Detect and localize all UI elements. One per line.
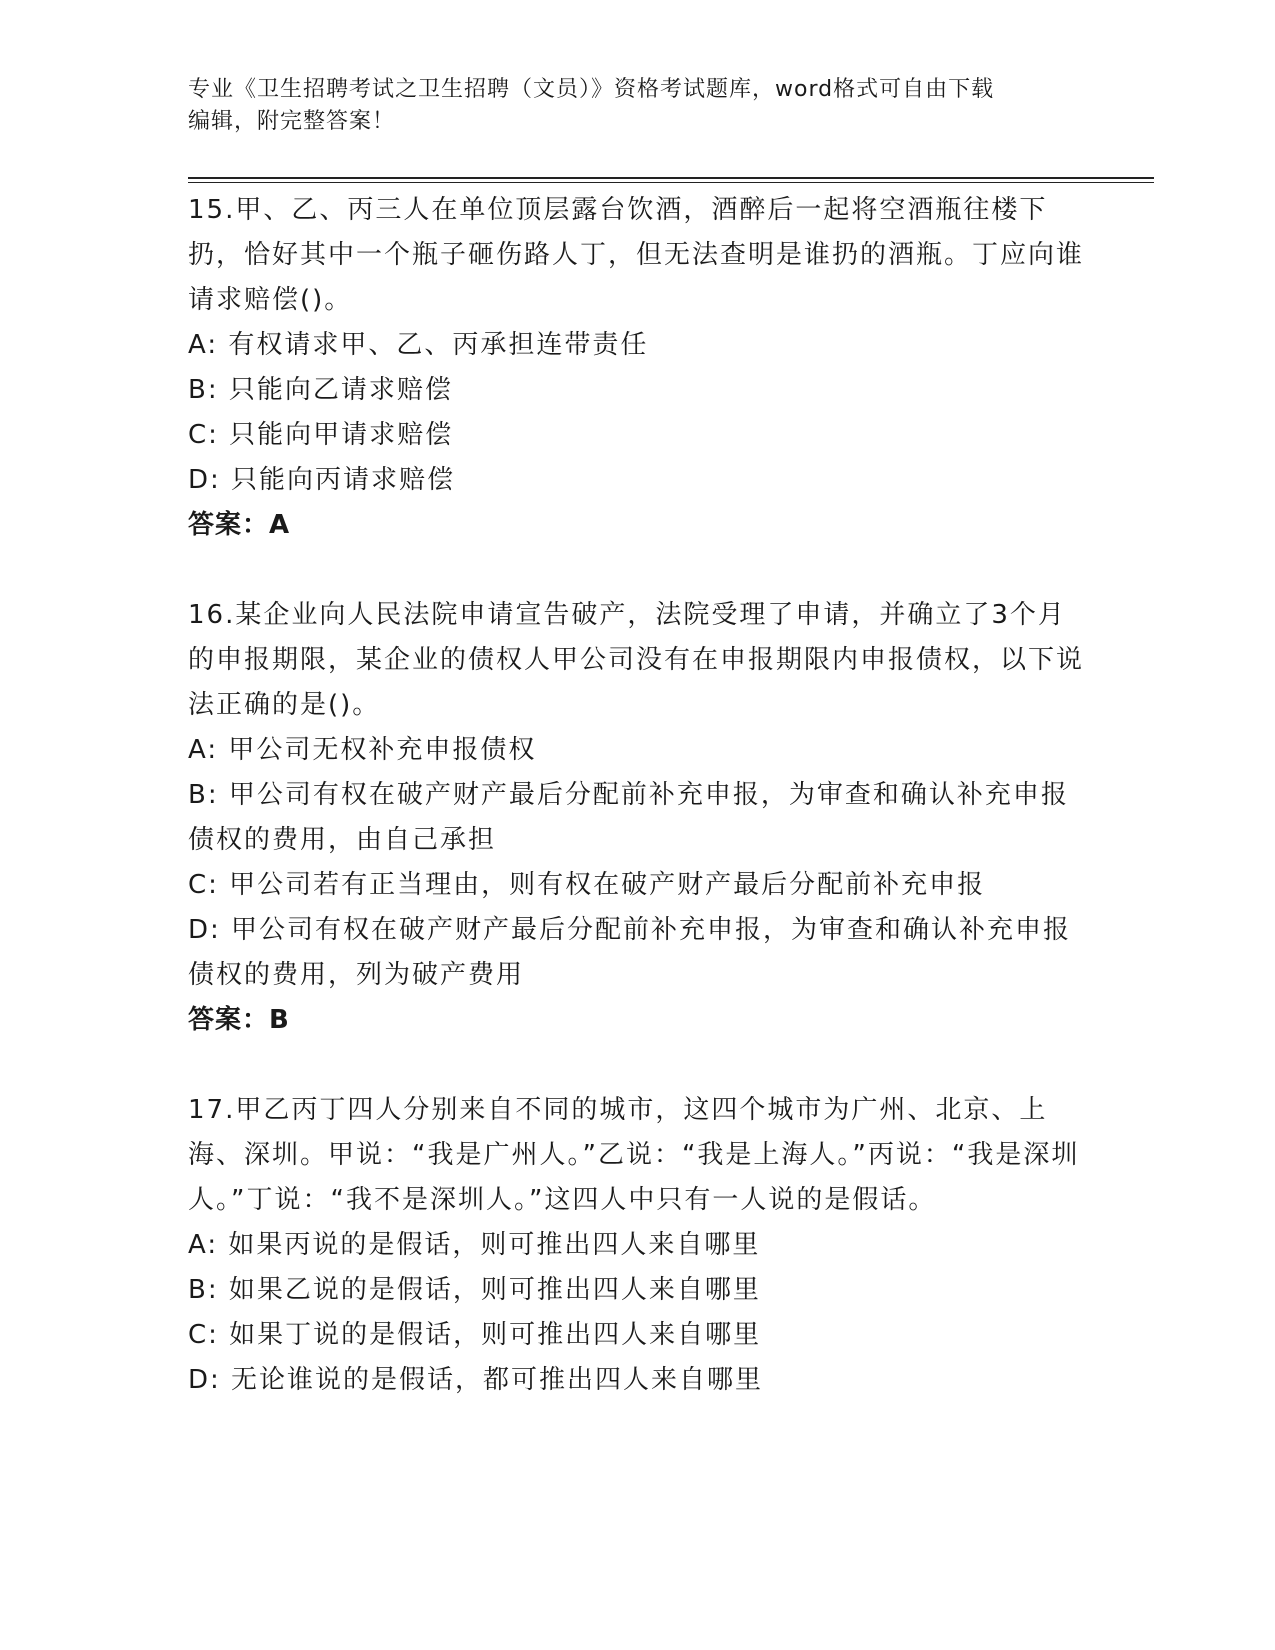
option-d: D: 无论谁说的是假话，都可推出四人来自哪里	[188, 1365, 764, 1395]
option-c: C: 只能向甲请求赔偿	[188, 420, 454, 450]
option-c: C: 甲公司若有正当理由，则有权在破产财产最后分配前补充申报	[188, 870, 986, 900]
question-text: 17.甲乙丙丁四人分别来自不同的城市，这四个城市为广州、北京、上海、深圳。甲说：“我是广州人。”乙说：“我是上海人。”丙说：“我是深圳人。”丁说：“我不是深圳人。”这四人中只有一人说的是假话。	[188, 1095, 1080, 1215]
option-a: A: 甲公司无权补充申报债权	[188, 735, 537, 765]
question-16	[188, 593, 1088, 1043]
header-rule-thin	[188, 182, 1154, 183]
option-a: A: 有权请求甲、乙、丙承担连带责任	[188, 330, 649, 360]
question-list	[188, 188, 1088, 1403]
option-b: B: 甲公司有权在破产财产最后分配前补充申报，为审查和确认补充申报债权的费用，由自己承担	[188, 780, 1069, 855]
question-gap	[188, 548, 1088, 593]
answer-label: 答案：B	[188, 1005, 290, 1035]
question-gap	[188, 1043, 1088, 1088]
option-a: A: 如果丙说的是假话，则可推出四人来自哪里	[188, 1230, 761, 1260]
answer-label: 答案：A	[188, 510, 291, 540]
question-text: 15.甲、乙、丙三人在单位顶层露台饮酒，酒醉后一起将空酒瓶往楼下扔，恰好其中一个瓶子砸伤路人丁，但无法查明是谁扔的酒瓶。丁应向谁请求赔偿()。	[188, 195, 1085, 315]
question-text: 16.某企业向人民法院申请宣告破产，法院受理了申请，并确立了3个月的申报期限，某企业的债权人甲公司没有在申报期限内申报债权，以下说法正确的是()。	[188, 600, 1085, 720]
header-line-1: 专业《卫生招聘考试之卫生招聘（文员）》资格考试题库，word格式可自由下载	[188, 77, 995, 102]
option-d: D: 只能向丙请求赔偿	[188, 465, 456, 495]
question-15	[188, 188, 1088, 548]
option-c: C: 如果丁说的是假话，则可推出四人来自哪里	[188, 1320, 762, 1350]
option-b: B: 只能向乙请求赔偿	[188, 375, 453, 405]
question-17	[188, 1088, 1088, 1403]
option-d: D: 甲公司有权在破产财产最后分配前补充申报，为审查和确认补充申报债权的费用，列为破产费用	[188, 915, 1072, 990]
header-line-2: 编辑，附完整答案！	[188, 109, 396, 134]
header-rule-thick	[188, 177, 1154, 179]
document-header	[188, 74, 1088, 138]
option-b: B: 如果乙说的是假话，则可推出四人来自哪里	[188, 1275, 761, 1305]
